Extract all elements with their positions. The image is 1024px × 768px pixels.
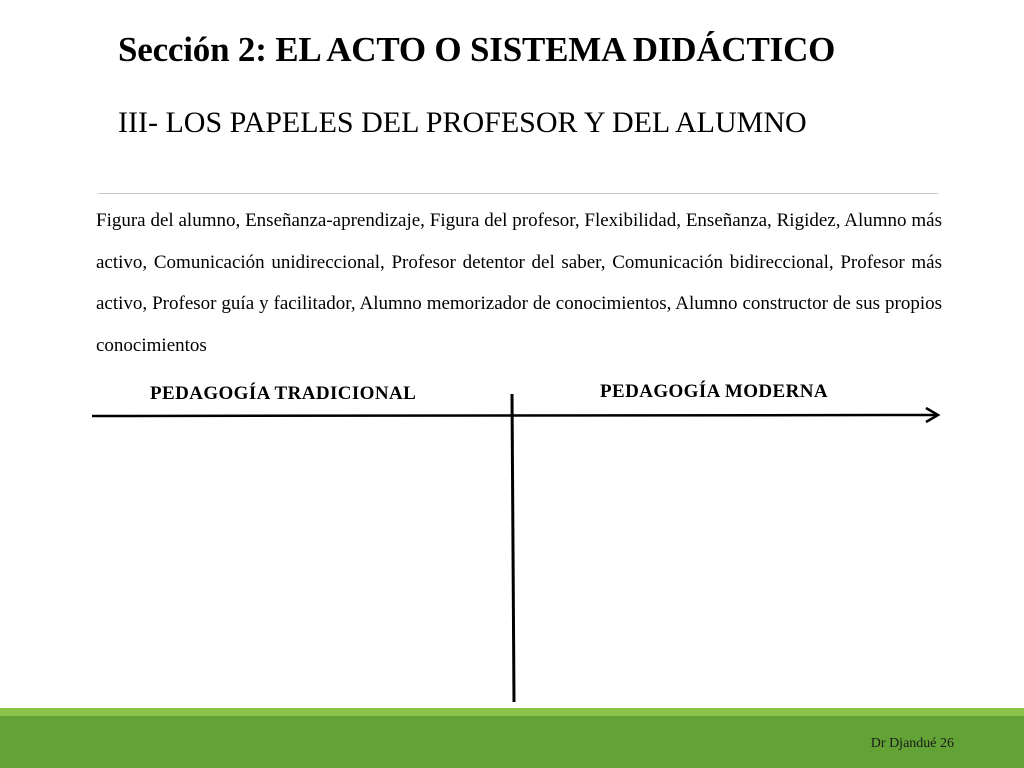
slide-subtitle: III- LOS PAPELES DEL PROFESOR Y DEL ALUMNO (118, 106, 807, 139)
vertical-separator-line (512, 394, 514, 702)
footer-author-page: Dr Djandué 26 (870, 736, 954, 751)
terms-paragraph: Figura del alumno, Enseñanza-aprendizaje, Figura del profesor, Flexibilidad, Enseñanza, Rigidez, Alumno más activo, Comunicación unidireccional, Profesor detentor del saber, Comunicación bidireccional, Profesor más activo, Profesor guía y facilitador, Alumno memorizador de conocimientos, Alumno constructor de sus propios conocimientos (96, 210, 942, 356)
heading-traditional-pedagogy: PEDAGOGÍA TRADICIONAL (150, 383, 417, 404)
heading-modern-pedagogy: PEDAGOGÍA MODERNA (600, 381, 828, 402)
horizontal-arrow-line (92, 415, 936, 416)
slide-title: Sección 2: EL ACTO O SISTEMA DIDÁCTICO (118, 30, 836, 69)
